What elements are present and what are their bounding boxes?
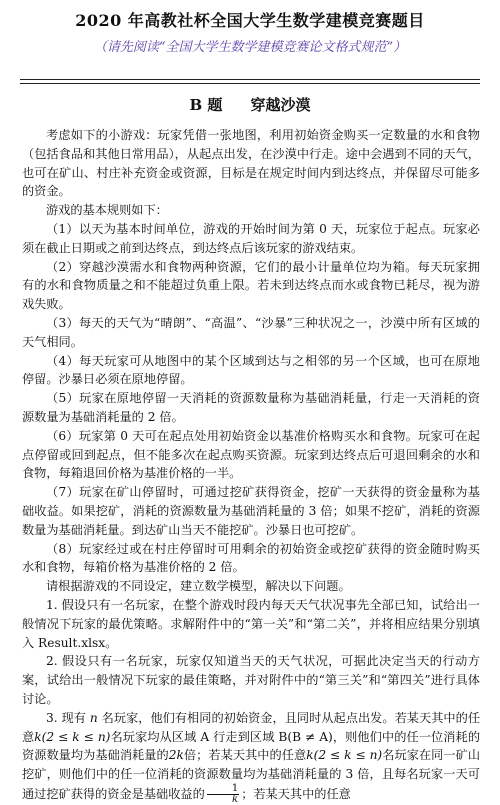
- rule-3: （3）每天的天气为“晴朗”、“高温”、“沙暴”三种状况之一，沙漠中所有区域的天气相同。: [22, 315, 480, 349]
- task-intro: 请根据游戏的不同设定，建立数学模型，解决以下问题。: [46, 579, 351, 594]
- rule-2: （2）穿越沙漠需水和食物两种资源，它们的最小计量单位均为箱。每天玩家拥有的水和食物质量之和不能超过负重上限。若未到达终点而水或食物已耗尽，视为游戏失败。: [22, 259, 480, 312]
- rule-8: （8）玩家经过或在村庄停留时可用剩余的初始资金或挖矿获得的资金随时购买水和食物，每箱价格为基准价格的 2 倍。: [22, 541, 480, 575]
- question-1: 1. 假设只有一名玩家，在整个游戏时段内每天天气状况事先全部已知，试给出一般情况下玩家的最优策略。求解附件中的“第一关”和“第二关”，并将相应结果分别填入 Result.xlsx。: [22, 597, 480, 650]
- problem-name: 穿越沙漠: [250, 96, 311, 114]
- problem-body: [22, 126, 480, 805]
- problem-label: B 题: [189, 96, 223, 114]
- intro-paragraph: 考虑如下的小游戏：玩家凭借一张地图，利用初始资金购买一定数量的水和食物（包括食品和其他日常用品），从起点出发，在沙漠中行走。途中会遇到不同的天气，也可在矿山、村庄补充资金或资源，目标是在规定时间内到达终点，并保留尽可能多的资金。: [22, 128, 480, 199]
- rules-heading: 游戏的基本规则如下：: [46, 203, 168, 218]
- format-note: （请先阅读“全国大学生数学建模竞赛论文格式规范”）: [93, 40, 407, 55]
- rule-6: （6）玩家第 0 天可在起点处用初始资金以基准价格购买水和食物。玩家可在起点停留或回到起点，但不能多次在起点购买资源。玩家到达终点后可退回剩余的水和食物，每箱退回价格为基准价格的一半。: [22, 428, 480, 481]
- rule-1: （1）以天为基本时间单位，游戏的开始时间为第 0 天，玩家位于起点。玩家必须在截止日期或之前到达终点，到达终点后该玩家的游戏结束。: [22, 221, 480, 255]
- rule-7: （7）玩家在矿山停留时，可通过挖矿获得资金，挖矿一天获得的资金量称为基础收益。如果挖矿，消耗的资源数量为基础消耗量的 3 倍；如果不挖矿，消耗的资源数量为基础消耗量。到达矿山当天不能挖矿。沙暴日也可挖矿。: [22, 485, 480, 537]
- rule-5: （5）玩家在原地停留一天消耗的资源数量称为基础消耗量，行走一天消耗的资源数量为基础消耗量的 2 倍。: [22, 391, 480, 424]
- rule-4: （4）每天玩家可从地图中的某个区域到达与之相邻的另一个区域，也可在原地停留。沙暴日必须在原地停留。: [22, 353, 480, 387]
- contest-title: 2020 年高教社杯全国大学生数学建模竞赛题目: [75, 11, 425, 30]
- question-3: 3. 现有 n 名玩家，他们有相同的初始资金，且同时从起点出发。若某天其中的任意k(2 ≤ k ≤ n)名玩家均从区域 A 行走到区域 B(B ≠ A)，则他们中的任一位消耗的资源数量均为基础消耗量的2k倍；若某天其中的任意k(2 ≤ k ≤ n)名玩家在同一矿山挖矿，则他们中的任一位消耗的资源数量均为基础消耗量的 3 倍，且每名玩家一天可通过挖矿获得的资金是基础收益的 $\frac{1}{k}$ ；若某天其中的任意: [22, 710, 481, 805]
- fraction-one-over-k: $\frac{1}{k}$: [207, 784, 239, 805]
- divider-line-bottom: [20, 83, 480, 84]
- question-2: 2. 假设只有一名玩家，玩家仅知道当天的天气状况，可据此决定当天的行动方案，试给出一般情况下玩家的最佳策略，并对附件中的“第三关”和“第四关”进行具体讨论。: [22, 654, 480, 706]
- divider-line-top: [20, 79, 480, 80]
- problem-heading: [0, 94, 500, 115]
